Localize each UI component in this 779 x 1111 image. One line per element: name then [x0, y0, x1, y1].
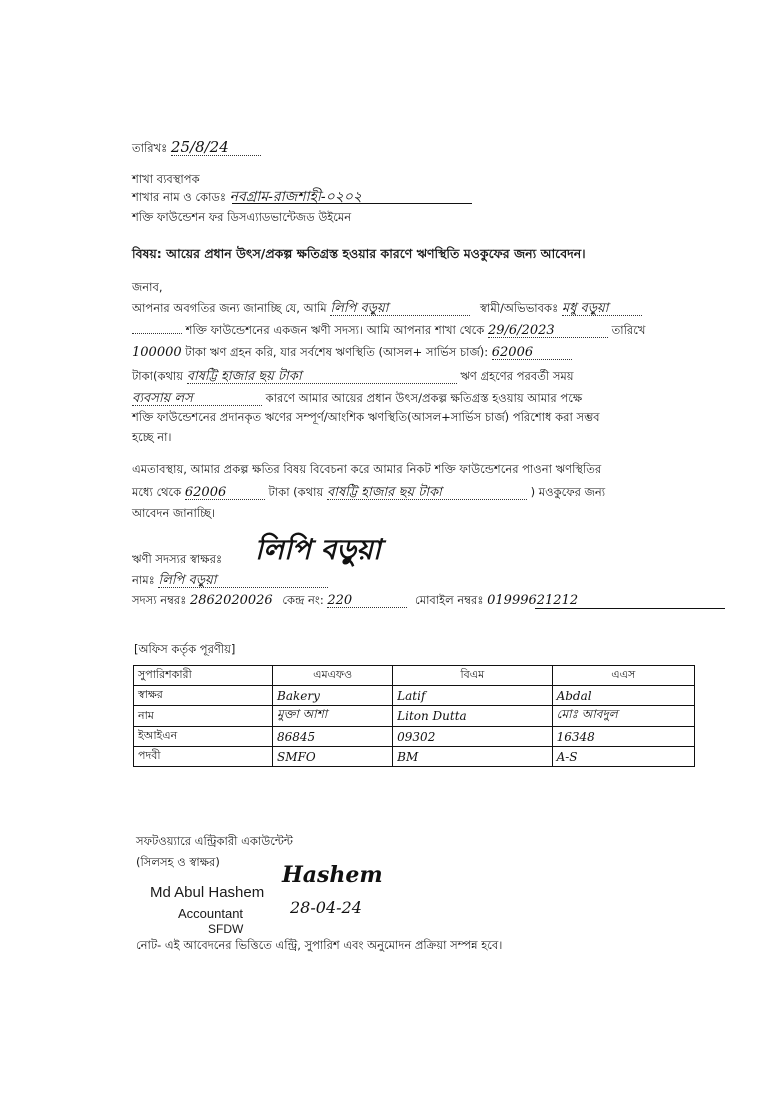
- para2-text-b: টাকা (কথায়: [268, 485, 324, 499]
- branch-label: শাখার নাম ও কোডঃ: [132, 190, 227, 204]
- para1-line2: [132, 324, 645, 338]
- as-designation: A-S: [552, 747, 694, 767]
- para1-line7: হচ্ছে না।: [132, 430, 172, 444]
- para1-text-b: স্বামী/অভিভাবকঃ: [480, 301, 559, 315]
- accountant-sign-date: 28-04-24: [290, 898, 362, 917]
- bm-designation: BM: [393, 747, 552, 767]
- para1-line5: [132, 392, 582, 406]
- applicant-sign-line: [132, 554, 222, 566]
- para1-line1: [132, 302, 642, 316]
- words-fill: বাষট্টি হাজার ছয় টাকা: [187, 370, 457, 384]
- member-label: সদস্য নম্বরঃ: [132, 593, 187, 607]
- row-label-ein: ইআইএন: [134, 727, 273, 747]
- bm-ein: 09302: [393, 727, 552, 747]
- accountant-signature: Hashem: [282, 862, 383, 888]
- waive-words-fill: বাষট্টি হাজার ছয় টাকা: [327, 486, 527, 500]
- mfo-name: মুক্তা আশা: [273, 706, 393, 727]
- applicant-name-fill: লিপি বড়ুয়া: [330, 302, 470, 316]
- para2-line2: [132, 486, 605, 500]
- accountant-stamp-name: Md Abul Hashem: [150, 884, 265, 901]
- reason-fill: ব্যবসায় লস: [132, 392, 262, 406]
- mobile-label: মোবাইল নম্বরঃ: [415, 593, 484, 607]
- accountant-line2: (সিলসহ ও স্বাক্ষর): [136, 855, 220, 869]
- para1-line6: শক্তি ফাউন্ডেশনের প্রদানকৃত ঋণের সম্পূর্ণ/আংশিক ঋণস্থিতি(আসল+সার্ভিস চার্জ) পরিশোধ করা সম্ভব: [132, 410, 600, 424]
- as-name: মোঃ আবদুল: [552, 706, 694, 727]
- mobile-value: 01999621212: [487, 593, 579, 608]
- table-row: [134, 727, 695, 747]
- para1-text-c: শক্তি ফাউন্ডেশনের একজন ঋণী সদস্য। আমি আপনার শাখা থেকে: [185, 323, 485, 337]
- footer-note: নোট- এই আবেদনের ভিত্তিতে এন্ট্রি, সুপারিশ এবং অনুমোদন প্রক্রিয়া সম্পন্ন হবে।: [136, 938, 503, 952]
- bm-name: Liton Dutta: [393, 706, 552, 727]
- accountant-stamp-title: Accountant: [178, 906, 244, 921]
- member-value: 2862020026: [189, 593, 273, 608]
- para1-text-a: আপনার অবগতির জন্য জানাচ্ছি যে, আমি: [132, 301, 327, 315]
- para1-text-e: টাকা ঋণ গ্রহন করি, যার সর্বশেষ ঋণস্থিতি (আসল+ সার্ভিস চার্জ):: [185, 345, 489, 359]
- mfo-signature: Bakery: [273, 686, 393, 706]
- blank-dots: [132, 333, 182, 334]
- guardian-fill: মধু বড়ুয়া: [562, 302, 642, 316]
- loan-amount-fill: 100000: [132, 345, 182, 360]
- para1-text-h: কারণে আমার আয়ের প্রধান উৎস/প্রকল্প ক্ষতিগ্রস্ত হওয়ায় আমার পক্ষে: [265, 391, 583, 405]
- mfo-ein: 86845: [273, 727, 393, 747]
- para1-text-g: ঋণ গ্রহণের পরবর্তী সময়: [460, 369, 574, 383]
- applicant-signature: লিপি বড়ুয়া: [255, 533, 381, 566]
- para1-line3: [132, 346, 572, 360]
- table-row: [134, 686, 695, 706]
- branch-underline: [232, 203, 472, 204]
- col-header-recommender: সুপারিশকারী: [134, 666, 273, 686]
- member-line: [132, 594, 578, 608]
- office-table: [133, 665, 695, 767]
- mfo-designation: SMFO: [273, 747, 393, 767]
- subject-line: বিষয়: আয়ের প্রধান উৎস/প্রকল্প ক্ষতিগ্রস্ত হওয়ার কারণে ঋণস্থিতি মওকুফের জন্য আবেদন।: [132, 246, 586, 261]
- to-line: শাখা ব্যবস্থাপক: [132, 172, 200, 186]
- waive-amount-fill: 62006: [185, 486, 265, 500]
- org-line: শক্তি ফাউন্ডেশন ফর ডিসএ্যাডভান্টেজড উইমেন: [132, 210, 352, 224]
- branch-value: নবগ্রাম-রাজশাহী-০২০২: [229, 189, 363, 205]
- office-heading: [অফিস কর্তৃক পূরণীয়]: [134, 642, 236, 656]
- salutation: জনাব,: [132, 280, 163, 294]
- accountant-stamp-org: SFDW: [208, 922, 244, 936]
- table-row: [134, 747, 695, 767]
- row-label-name: নাম: [134, 706, 273, 727]
- applicant-sign-label: ঋণী সদস্যর স্বাক্ষরঃ: [132, 552, 223, 566]
- para1-text-f: টাকা(কথায়: [132, 369, 184, 383]
- row-label-signature: স্বাক্ষর: [134, 686, 273, 706]
- branch-line: [132, 190, 362, 204]
- para2-line3: আবেদন জানাচ্ছি।: [132, 506, 216, 520]
- as-ein: 16348: [552, 727, 694, 747]
- applicant-name-line: [132, 574, 328, 588]
- accountant-line1: সফটওয়্যারে এন্ট্রিকারী একাউন্টেন্ট: [136, 834, 293, 848]
- applicant-name-label: নামঃ: [132, 573, 155, 587]
- loan-date-fill: 29/6/2023: [488, 324, 608, 338]
- applicant-name-value: লিপি বড়ুয়া: [158, 574, 328, 588]
- col-header-mfo: এমএফও: [273, 666, 393, 686]
- kendra-label: কেন্দ্র নং:: [282, 593, 324, 607]
- para2-text-c: ) মওকুফের জন্য: [530, 485, 606, 499]
- date-value: 25/8/24: [171, 140, 261, 156]
- kendra-value: 220: [327, 594, 407, 608]
- date-line: [132, 140, 261, 156]
- office-header-row: [134, 666, 695, 686]
- balance-fill: 62006: [492, 346, 572, 360]
- para1-text-d: তারিখে: [611, 323, 646, 337]
- para1-line4: [132, 370, 574, 384]
- col-header-as: এএস: [552, 666, 694, 686]
- date-label: তারিখঃ: [132, 141, 168, 155]
- bm-signature: Latif: [393, 686, 552, 706]
- table-row: [134, 706, 695, 727]
- para2-line1: এমতাবস্থায়, আমার প্রকল্প ক্ষতির বিষয় বিবেচনা করে আমার নিকট শক্তি ফাউন্ডেশনের পাওনা ঋণস্থিতির: [132, 462, 602, 476]
- col-header-bm: বিএম: [393, 666, 552, 686]
- row-label-designation: পদবী: [134, 747, 273, 767]
- mobile-underline: [535, 608, 725, 609]
- para2-text-a: মধ্যে থেকে: [132, 485, 182, 499]
- as-signature: Abdal: [552, 686, 694, 706]
